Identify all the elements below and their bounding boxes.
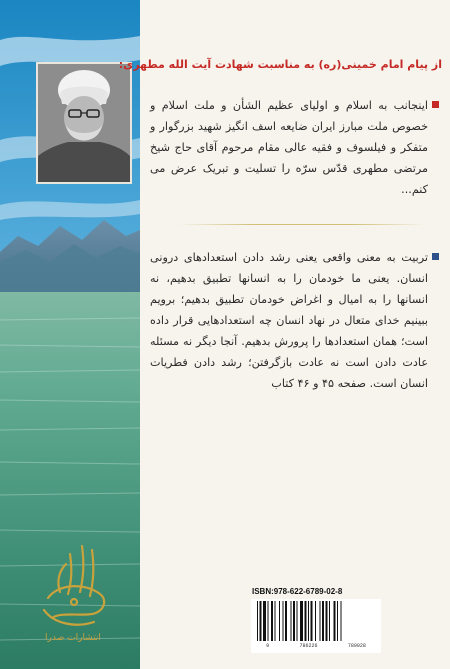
barcode-bar xyxy=(308,601,309,641)
barcode-bar xyxy=(263,601,266,641)
barcode-icon xyxy=(251,599,381,643)
barcode-digit-group-right: 789028 xyxy=(347,643,366,649)
barcode-bar xyxy=(300,601,303,641)
red-bullet-icon xyxy=(432,101,439,108)
barcode-digits xyxy=(251,643,381,653)
barcode-bar xyxy=(268,601,269,641)
excerpt-text: تربیت به معنی واقعی یعنی رشد دادن استعدادهای درونی انسان. یعنی ما خودمان را به انسانها تطبیق بدهیم، نه انسانها را به امیال و اغراض خودمان تطبیق بدهیم؛ برویم ببینیم خدای متعال در نهاد انسان چه استعدادهایی قرار داده است؛ همان استعدادها را پرورش بدهیم. آنجا دیگر نه مسئله عادت دادن است نه عادت بازگرفتن؛ رشد دادن فطریات انسان است. xyxy=(150,251,428,390)
publisher-logo-text: انتشارات صدرا xyxy=(45,633,101,643)
barcode-bar xyxy=(329,601,330,641)
quote-heading: از پیام امام خمینی(ره) به مناسبت شهادت آیت الله مطهری: xyxy=(118,58,442,71)
barcode-bar xyxy=(275,601,276,641)
book-excerpt xyxy=(150,247,428,394)
barcode-bar xyxy=(337,601,338,641)
barcode-bar xyxy=(305,601,307,641)
publisher-logo xyxy=(30,540,116,650)
barcode-bar xyxy=(283,601,284,641)
imam-message-quote: اینجانب به اسلام و اولیای عظیم الشأن و ملت اسلام و خصوص ملت مبارز ایران ضایعه اسف انگیز شهید بزرگوار و متفکر و فیلسوف و فقیه عالی مقام مرحوم آقای حاج شیخ مرتضی مطهری قدّس سرّه را تسلیت و تبریک عرض می کنم... xyxy=(150,99,428,196)
barcode-bar xyxy=(315,601,316,641)
barcode-bar xyxy=(279,601,280,641)
author-portrait xyxy=(36,62,132,184)
barcode-bar xyxy=(271,601,273,641)
barcode-bar xyxy=(257,601,258,641)
barcode-bar xyxy=(297,601,298,641)
barcode-bar xyxy=(322,601,324,641)
barcode-bar xyxy=(291,601,292,641)
barcode-bar xyxy=(311,601,313,641)
barcode-digit-lead: 9 xyxy=(266,643,270,649)
isbn-label: ISBN:978-622-6789-02-8 xyxy=(252,587,343,596)
barcode-bar xyxy=(334,601,336,641)
barcode-bar xyxy=(326,601,328,641)
barcode-bar xyxy=(341,601,342,641)
barcode-bar xyxy=(293,601,295,641)
barcode-bar xyxy=(285,601,287,641)
excerpt-page-reference: صفحه ۴۵ و ۴۶ کتاب xyxy=(271,377,367,390)
barcode-bar xyxy=(260,601,262,641)
blue-bullet-icon xyxy=(432,253,439,260)
portrait-image xyxy=(38,64,130,182)
section-divider xyxy=(178,224,426,225)
barcode-bar xyxy=(320,601,321,641)
barcode-digit-group-left: 786226 xyxy=(299,643,318,649)
